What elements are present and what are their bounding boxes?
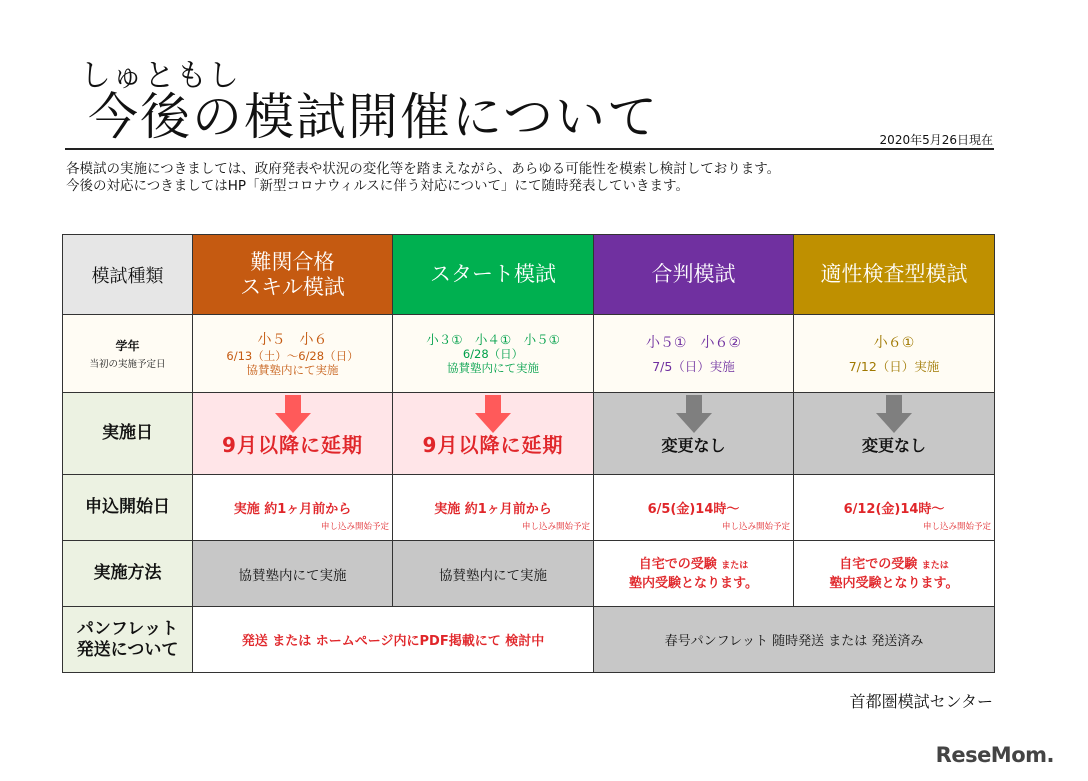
down-arrow-icon [874,395,914,435]
method-cell [794,541,995,607]
grade-cell [594,315,794,393]
page-title: 今後の模試開催について [88,88,659,146]
postponed-text: 9月以降に延期 [422,433,564,457]
no-change-text: 変更なし [661,436,726,455]
intro-line: 各模試の実施につきましては、政府発表や状況の変化等を踏まえながら、あらゆる可能性を模索し検討しております。 [66,161,781,177]
method-line: 塾内受験となります。 [829,575,959,591]
method-or: または [721,560,749,571]
exam-name: 難関合格 [250,249,335,274]
apply-start-text: 実施 約1ヶ月前から [233,501,352,517]
as-of-date: 2020年5月26日現在 [879,133,993,147]
exam-date-row [63,393,995,475]
method-line [794,556,994,575]
method-line: 塾内受験となります。 [629,575,758,591]
pamphlet-label-line: パンフレット [76,618,179,639]
exam-date-cell [393,393,594,475]
resemom-logo: ReseMom. [935,743,1054,767]
exam-header-nankan [193,235,393,315]
venue-note: 協賛塾内にて実施 [246,362,339,377]
grade-row-label [63,315,193,393]
method-cell: 協賛塾内にて実施 [393,541,594,607]
exam-date-cell [193,393,393,475]
grade-row [63,315,995,393]
grade-cell [193,315,393,393]
down-arrow-icon [473,395,513,435]
grade-levels: 小５① 小６② [645,334,742,351]
original-date: 6/13（土）～6/28（日） [226,348,359,363]
exam-date-cell [594,393,794,475]
title-rule [65,148,994,150]
apply-cell [393,475,594,541]
original-date: 7/5（日）実施 [652,358,735,374]
apply-start-text: 6/5(金)14時～ [647,501,740,517]
apply-row [63,475,995,541]
pamphlet-row [63,607,995,673]
intro-line: 今後の対応につきましてはHP「新型コロナウィルスに伴う対応について」にて随時発表していきます。 [66,178,689,194]
method-home: 自宅での受験 [839,556,918,572]
intro-text [66,161,780,195]
apply-start-text: 6/12(金)14時～ [843,501,945,517]
apply-note: 申し込み開始予定 [721,522,790,532]
grade-label: 学年 [115,338,140,353]
exam-name: スキル模試 [240,274,345,299]
apply-start-text: 実施 約1ヶ月前から [434,501,552,517]
apply-note: 申し込み開始予定 [521,522,590,532]
grade-cell [794,315,995,393]
venue-note: 協賛塾内にて実施 [447,360,539,375]
grade-levels: 小６① [873,334,915,351]
original-date: 6/28（日） [462,346,524,361]
apply-note: 申し込み開始予定 [922,522,991,532]
grade-levels: 小５ 小６ [257,331,328,348]
exam-header-tekisei: 適性検査型模試 [794,235,995,315]
apply-cell [794,475,995,541]
apply-cell [193,475,393,541]
organization-name: 首都圏模試センター [849,692,993,711]
pamphlet-status-right: 春号パンフレット 随時発送 または 発送済み [594,607,995,673]
exam-type-row [63,235,995,315]
down-arrow-icon [674,395,714,435]
exam-type-label: 模試種類 [63,235,193,315]
method-line [594,556,793,575]
title-kana: しゅともし [80,58,240,94]
apply-note: 申し込み開始予定 [320,522,389,532]
postponed-text: 9月以降に延期 [222,433,363,457]
method-cell: 協賛塾内にて実施 [193,541,393,607]
schedule-table [62,234,995,673]
pamphlet-label [63,607,193,673]
method-label: 実施方法 [63,541,193,607]
no-change-text: 変更なし [861,436,926,455]
grade-cell [393,315,594,393]
pamphlet-label-line: 発送について [76,639,179,660]
grade-levels: 小３① 小４① 小５① [426,331,560,347]
exam-header-gohan: 合判模試 [594,235,794,315]
exam-date-label: 実施日 [63,393,193,475]
method-row [63,541,995,607]
down-arrow-icon [273,395,313,435]
exam-header-start: スタート模試 [393,235,594,315]
method-or: または [921,560,949,571]
apply-cell [594,475,794,541]
original-date-label: 当初の実施予定日 [89,358,166,370]
original-date: 7/12（日）実施 [848,358,940,374]
method-cell [594,541,794,607]
pamphlet-status-left: 発送 または ホームページ内にPDF掲載にて 検討中 [193,607,594,673]
method-home: 自宅での受験 [638,556,717,572]
exam-date-cell [794,393,995,475]
apply-start-label: 申込開始日 [63,475,193,541]
